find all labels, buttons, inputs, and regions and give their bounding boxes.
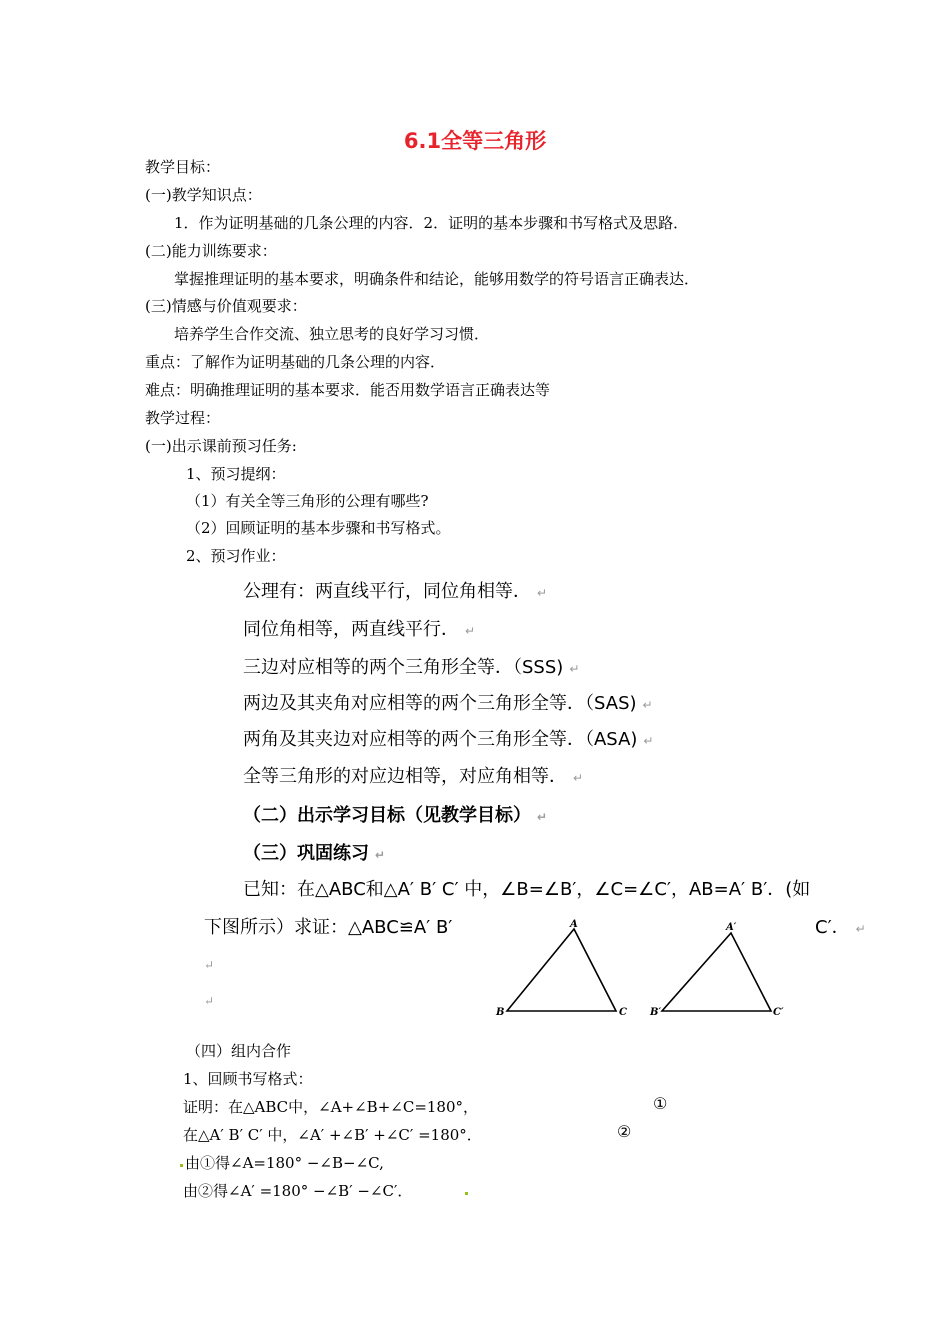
section1-heading: (一)出示课前预习任务: bbox=[145, 437, 297, 455]
objectives-heading: 教学目标： bbox=[145, 158, 221, 176]
section3-heading: （三）巩固练习 ↵ bbox=[243, 843, 386, 864]
process-heading: 教学过程： bbox=[145, 409, 221, 427]
axiom-line: 两边及其夹角对应相等的两个三角形全等．（SAS) ↵ bbox=[243, 693, 653, 714]
vertex-label-b-prime: B′ bbox=[650, 1007, 662, 1018]
exercise-line-1: 已知：在△ABC和△A′ B′ C′ 中，∠B=∠B′，∠C=∠C′，AB=A′ B′．(如 bbox=[243, 879, 811, 900]
vertex-label-c-prime: C′ bbox=[773, 1007, 784, 1018]
axiom-line: 全等三角形的对应边相等，对应角相等． ↵ bbox=[243, 766, 584, 787]
key-point: 重点：了解作为证明基础的几条公理的内容． bbox=[145, 353, 446, 371]
green-dot-marker bbox=[465, 1192, 468, 1195]
axiom-line: 两角及其夹边对应相等的两个三角形全等．（ASA) ↵ bbox=[243, 729, 654, 750]
equation-mark-1: ① bbox=[653, 1094, 668, 1113]
page-title: 6.1全等三角形 bbox=[403, 129, 547, 153]
ability-heading: (二)能力训练要求： bbox=[145, 242, 277, 260]
return-mark: ↵ bbox=[204, 958, 215, 972]
homework-heading: 2、预习作业： bbox=[186, 547, 286, 565]
proof-line-3: 由①得∠A=180° −∠B−∠C, bbox=[185, 1154, 384, 1172]
vertex-label-c: C bbox=[619, 1007, 627, 1018]
axiom-line: 公理有：两直线平行，同位角相等． ↵ bbox=[243, 581, 548, 602]
knowledge-item: 1．作为证明基础的几条公理的内容．2．证明的基本步骤和书写格式及思路． bbox=[174, 214, 689, 232]
preview-question-2: （2）回顾证明的基本步骤和书写格式。 bbox=[186, 519, 451, 537]
proof-line-1: 证明：在△ABC中，∠A+∠B+∠C=180°， bbox=[183, 1098, 479, 1116]
triangles-figure bbox=[490, 915, 800, 1025]
green-dot-marker bbox=[180, 1164, 183, 1167]
proof-line-2: 在△A′ B′ C′ 中，∠A′ +∠B′ +∠C′ =180°． bbox=[183, 1126, 482, 1144]
exercise-line-2-tail: C′． ↵ bbox=[815, 917, 866, 938]
vertex-label-a: A bbox=[570, 919, 578, 930]
difficulty: 难点：明确推理证明的基本要求．能否用数学语言正确表达等 bbox=[145, 381, 551, 399]
preview-question-1: （1）有关全等三角形的公理有哪些? bbox=[186, 492, 429, 510]
vertex-label-a-prime: A′ bbox=[726, 922, 737, 933]
review-heading: 1、回顾书写格式： bbox=[183, 1070, 313, 1088]
equation-mark-2: ② bbox=[617, 1122, 632, 1141]
axiom-line: 三边对应相等的两个三角形全等．（SSS) ↵ bbox=[243, 657, 580, 678]
vertex-label-b: B bbox=[496, 1007, 505, 1018]
section2-heading: （二）出示学习目标（见教学目标） ↵ bbox=[243, 805, 548, 826]
return-mark: ↵ bbox=[204, 994, 215, 1008]
emotion-heading: (三)情感与价值观要求： bbox=[145, 297, 307, 315]
proof-line-4: 由②得∠A′ =180° −∠B′ −∠C′． bbox=[183, 1182, 413, 1200]
axiom-line: 同位角相等，两直线平行． ↵ bbox=[243, 619, 476, 640]
ability-item: 掌握推理证明的基本要求，明确条件和结论，能够用数学的符号语言正确表达． bbox=[174, 270, 700, 288]
triangle-a-prime-b-prime-c-prime bbox=[662, 933, 771, 1011]
emotion-item: 培养学生合作交流、独立思考的良好学习习惯． bbox=[174, 325, 490, 343]
triangle-abc bbox=[507, 929, 616, 1011]
knowledge-heading: (一)教学知识点： bbox=[145, 186, 262, 204]
exercise-line-2: 下图所示）求证：△ABC≌A′ B′ bbox=[204, 917, 453, 938]
section4-heading: （四）组内合作 bbox=[186, 1042, 292, 1060]
preview-outline: 1、预习提纲： bbox=[186, 465, 286, 483]
